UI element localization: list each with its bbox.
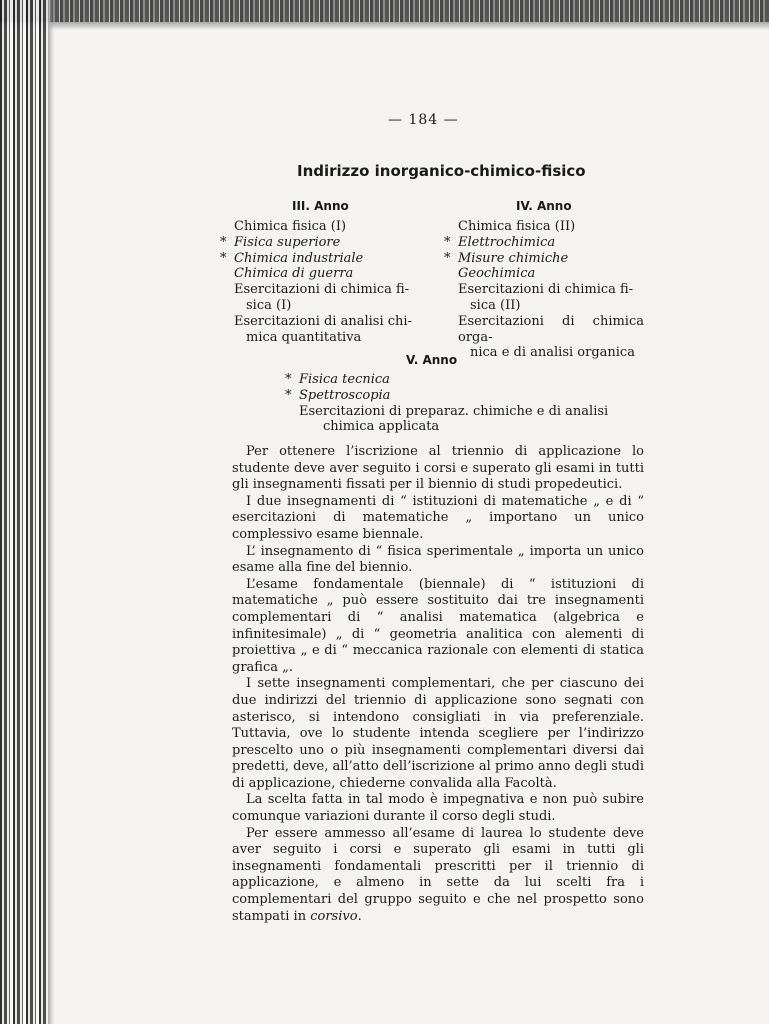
exercise-line: Esercitazioni di chimica fi- (458, 282, 634, 298)
exercise-line-cont: sica (II) (470, 297, 521, 313)
year5-course (285, 387, 629, 404)
required-star: * (285, 387, 292, 403)
italic-word: corsivo (310, 908, 358, 924)
year5-course-list (285, 372, 629, 435)
paragraph (232, 826, 644, 926)
exercise-line-cont: sica (I) (246, 297, 292, 313)
scan-binding-edge (0, 0, 48, 1024)
course-name: Chimica fisica (I) (234, 219, 347, 234)
course-name: Spettroscopia (299, 387, 391, 403)
paragraph-text: Per essere ammesso all’esame di laurea lo studente deve aver seguito i corsi e superato gli esami in tutti gli insegnamenti fondamentali prescritti per il triennio di applicazione, e almeno in sette da lui scelti fra i complementari del gruppo seguito e che nel prospetto sono stampati in (232, 825, 644, 924)
year5-heading: V. Anno (406, 353, 458, 367)
exercise-line-cont: mica quantitativa (246, 329, 362, 345)
required-star: * (285, 372, 292, 387)
year3-course (220, 234, 420, 251)
paragraph: L’ insegnamento di “ fisica sperimentale „ importa un unico esame alla fine del biennio. (232, 543, 644, 576)
paragraph: I due insegnamenti di “ istituzioni di matematiche „ e di “ esercitazioni di matematiche „ importano un unico complessivo esame biennale. (232, 493, 644, 542)
year4-course (458, 219, 644, 235)
year4-course (458, 266, 644, 282)
year4-course-list (444, 219, 644, 361)
regulations-text (232, 444, 644, 925)
year3-exercise (234, 282, 420, 314)
page-number: — 184 — (388, 112, 459, 128)
course-name: Misure chimiche (458, 250, 569, 266)
year3-exercise (234, 314, 420, 346)
exercise-line: Esercitazioni di preparaz. chimiche e di analisi (299, 403, 609, 419)
year3-heading: III. Anno (292, 199, 349, 213)
year4-course (444, 250, 644, 267)
section-title: Indirizzo inorganico-chimico-fisico (297, 162, 586, 180)
course-name: Chimica fisica (II) (458, 219, 576, 234)
course-name: Fisica tecnica (299, 372, 390, 387)
year3-course (234, 266, 420, 282)
scan-top-edge (0, 0, 769, 22)
required-star: * (444, 234, 451, 250)
paragraph: Per ottenere l’iscrizione al triennio di applicazione lo studente deve aver seguito i corsi e superato gli esami in tutti gli insegnamenti fissati per il biennio di studi propedeutici. (232, 444, 644, 493)
year3-course (220, 250, 420, 267)
year5-exercise (299, 404, 629, 436)
year3-course-list (220, 219, 420, 345)
paragraph: I sette insegnamenti complementari, che per ciascuno dei due indirizzi del triennio di applicazione sono segnati con asterisco, si intendono consigliati in via preferenziale. Tuttavia, ove lo studente intenda scegliere per l’indirizzo prescelto uno o più insegnamenti complementari diversi dai predetti, deve, all’atto dell’iscrizione al primo anno degli studi di applicazione, chiederne convalida alla Facoltà. (232, 676, 644, 791)
year5-course (285, 372, 629, 388)
paragraph: La scelta fatta in tal modo è impegnativa e non può subire comunque variazioni durante il corso degli studi. (232, 792, 644, 825)
required-star: * (220, 250, 227, 266)
course-name: Fisica superiore (234, 234, 341, 250)
exercise-line-cont: chimica applicata (323, 419, 440, 435)
exercise-line: Esercitazioni di chimica orga- (458, 313, 644, 345)
course-name: Chimica di guerra (234, 266, 354, 282)
year4-heading: IV. Anno (516, 199, 572, 213)
year4-exercise (458, 282, 644, 314)
year3-course (234, 219, 420, 235)
exercise-line: Esercitazioni di chimica fi- (234, 282, 410, 298)
course-name: Geochimica (458, 266, 536, 282)
required-star: * (220, 234, 227, 250)
paragraph: L’esame fondamentale (biennale) di “ istituzioni di matematiche „ può essere sostituito dai tre insegnamenti complementari di “ analisi matematica (algebrica e infinitesimale) „ di “ geometria analitica con alementi di proiettiva „ e di “ meccanica razionale con elementi di statica grafica „. (232, 576, 644, 675)
year4-course (444, 234, 644, 251)
course-name: Chimica industriale (234, 250, 364, 266)
required-star: * (444, 250, 451, 266)
course-name: Elettrochimica (458, 234, 556, 250)
exercise-line: Esercitazioni di analisi chi- (234, 313, 412, 329)
exercise-line-cont: nica e di analisi organica (470, 345, 635, 361)
year4-exercise (458, 314, 644, 361)
paragraph-end: . (357, 908, 362, 924)
